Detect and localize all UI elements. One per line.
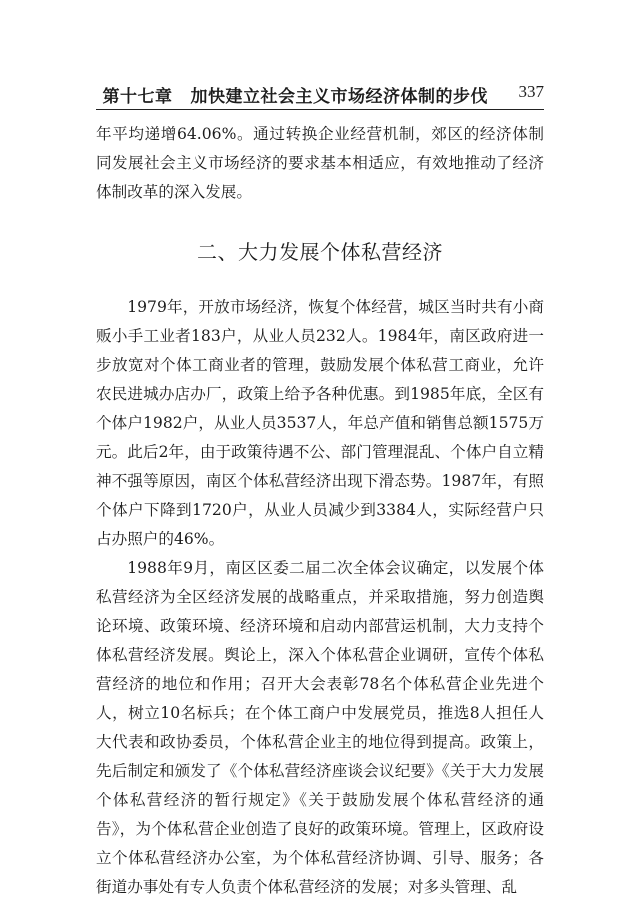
opening-paragraph: 年平均递增64.06%。通过转换企业经营机制，郊区的经济体制同发展社会主义市场经济的要求基本相适应，有效地推动了经济体制改革的深入发展。 (96, 125, 544, 201)
body-paragraph: 1979年，开放市场经济，恢复个体经营，城区当时共有小商贩小手工业者183户，从业人员232人。1984年，南区政府进一步放宽对个体工商业者的管理，鼓励发展个体私营工商业，允许农民进城办店办厂，政策上给予各种优惠。到1985年底，全区有个体户1982户，从业人员3537人，年总产值和销售总额1575万元。此后2年，由于政策待遇不公、部门管理混乱、个体户自立精神不强等原因，南区个体私营经济出现下滑态势。1987年，有照个体户下降到1720户，从业人员减少到3384人，实际经营户只占办照户的46%。 (96, 298, 544, 548)
running-header (96, 80, 544, 110)
chapter-heading (103, 82, 489, 107)
body-paragraph: 1988年9月，南区区委二届二次全体会议确定，以发展个体私营经济为全区经济发展的战略重点，并采取措施，努力创造舆论环境、政策环境、经济环境和启动内部营运机制，大力支持个体私营经济发展。舆论上，深入个体私营企业调研，宣传个体私营经济的地位和作用；召开大会表彰78名个体私营企业先进个人，树立10名标兵；在个体工商户中发展党员，推选8人担任人大代表和政协委员，个体私营企业主的地位得到提高。政策上，先后制定和颁发了《个体私营经济座谈会议纪要》《关于大力发展个体私营经济的暂行规定》《关于鼓励发展个体私营经济的通告》，为个体私营企业创造了良好的政策环境。管理上，区政府设立个体私营经济办公室，为个体私营经济协调、引导、服务；各街道办事处有专人负责个体私营经济的发展；对多头管理、乱 (96, 559, 544, 896)
page-body (96, 120, 544, 902)
chapter-title: 加快建立社会主义市场经济体制的步伐 (190, 87, 488, 107)
page-number: 337 (518, 82, 544, 101)
chapter-number: 第十七章 (102, 87, 173, 107)
section-title: 二、大力发展个体私营经济 (197, 240, 443, 264)
